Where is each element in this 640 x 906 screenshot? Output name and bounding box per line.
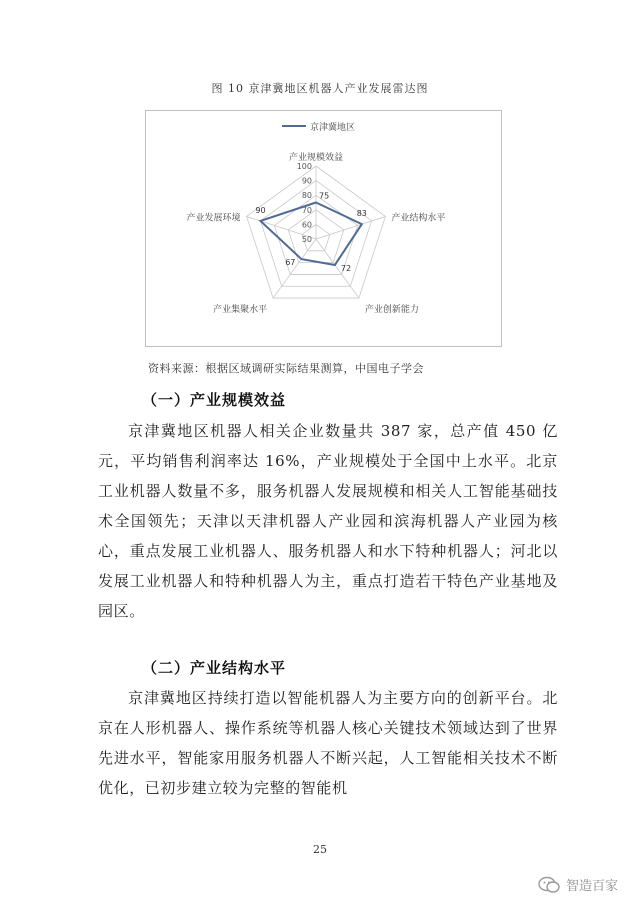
paragraph-text-1: 京津冀地区机器人相关企业数量共 387 家，总产值 450 亿元，平均销售利润率达 16%，产业规模处于全国中上水平。北京工业机器人数量不多，服务机器人发展规模和相关人工智能基础技术全国领先；天津以天津机器人产业园和滨海机器人产业园为核心，重点发展工业机器人、服务机器人和水下特种机器人；河北以发展工业机器人和特种机器人为主，重点打造若干特色产业基地及园区。 (98, 422, 558, 620)
legend-label: 京津冀地区 (310, 123, 356, 133)
radar-chart (145, 110, 502, 347)
section-paragraph-1 (98, 416, 558, 626)
data-label: 90 (255, 205, 266, 215)
figure-source: 资料来源：根据区域调研实际结果测算，中国电子学会 (148, 362, 424, 375)
section-heading-2: （二）产业结构水平 (142, 659, 287, 677)
axis-spoke (316, 239, 359, 298)
tick-label: 80 (301, 191, 312, 201)
watermark-text: 智造百家 (565, 879, 618, 894)
watermark (538, 875, 618, 894)
axis-label: 产业创新能力 (364, 305, 419, 316)
tick-label: 70 (301, 205, 312, 215)
data-label: 75 (319, 191, 330, 201)
tick-label: 50 (301, 235, 312, 244)
section-heading-1: （一）产业规模效益 (142, 391, 287, 409)
tick-label: 60 (301, 220, 312, 230)
page-number: 25 (313, 843, 327, 856)
axis-label: 产业结构水平 (391, 213, 446, 224)
data-label: 67 (285, 258, 296, 268)
data-label: 83 (356, 209, 367, 219)
tick-label: 90 (301, 176, 312, 186)
section-paragraph-2 (98, 683, 558, 803)
paragraph-text-2: 京津冀地区持续打造以智能机器人为主要方向的创新平台。北京在人形机器人、操作系统等机器人核心关键技术领域达到了世界先进水平，智能家用服务机器人不断兴起，人工智能相关技术不断优化，已初步建立较为完整的智能机 (98, 689, 558, 797)
wechat-icon (538, 876, 560, 894)
data-label: 72 (340, 263, 352, 273)
axis-spoke (273, 239, 316, 298)
axis-label: 产业发展环境 (186, 213, 241, 224)
axis-label: 产业集聚水平 (213, 305, 268, 316)
figure-title: 图 10 京津冀地区机器人产业发展雷达图 (211, 82, 429, 95)
tick-label: 100 (296, 162, 312, 171)
chart-legend (282, 121, 355, 133)
radar-chart-svg (146, 111, 501, 346)
axis-label: 产业规模效益 (288, 153, 344, 163)
